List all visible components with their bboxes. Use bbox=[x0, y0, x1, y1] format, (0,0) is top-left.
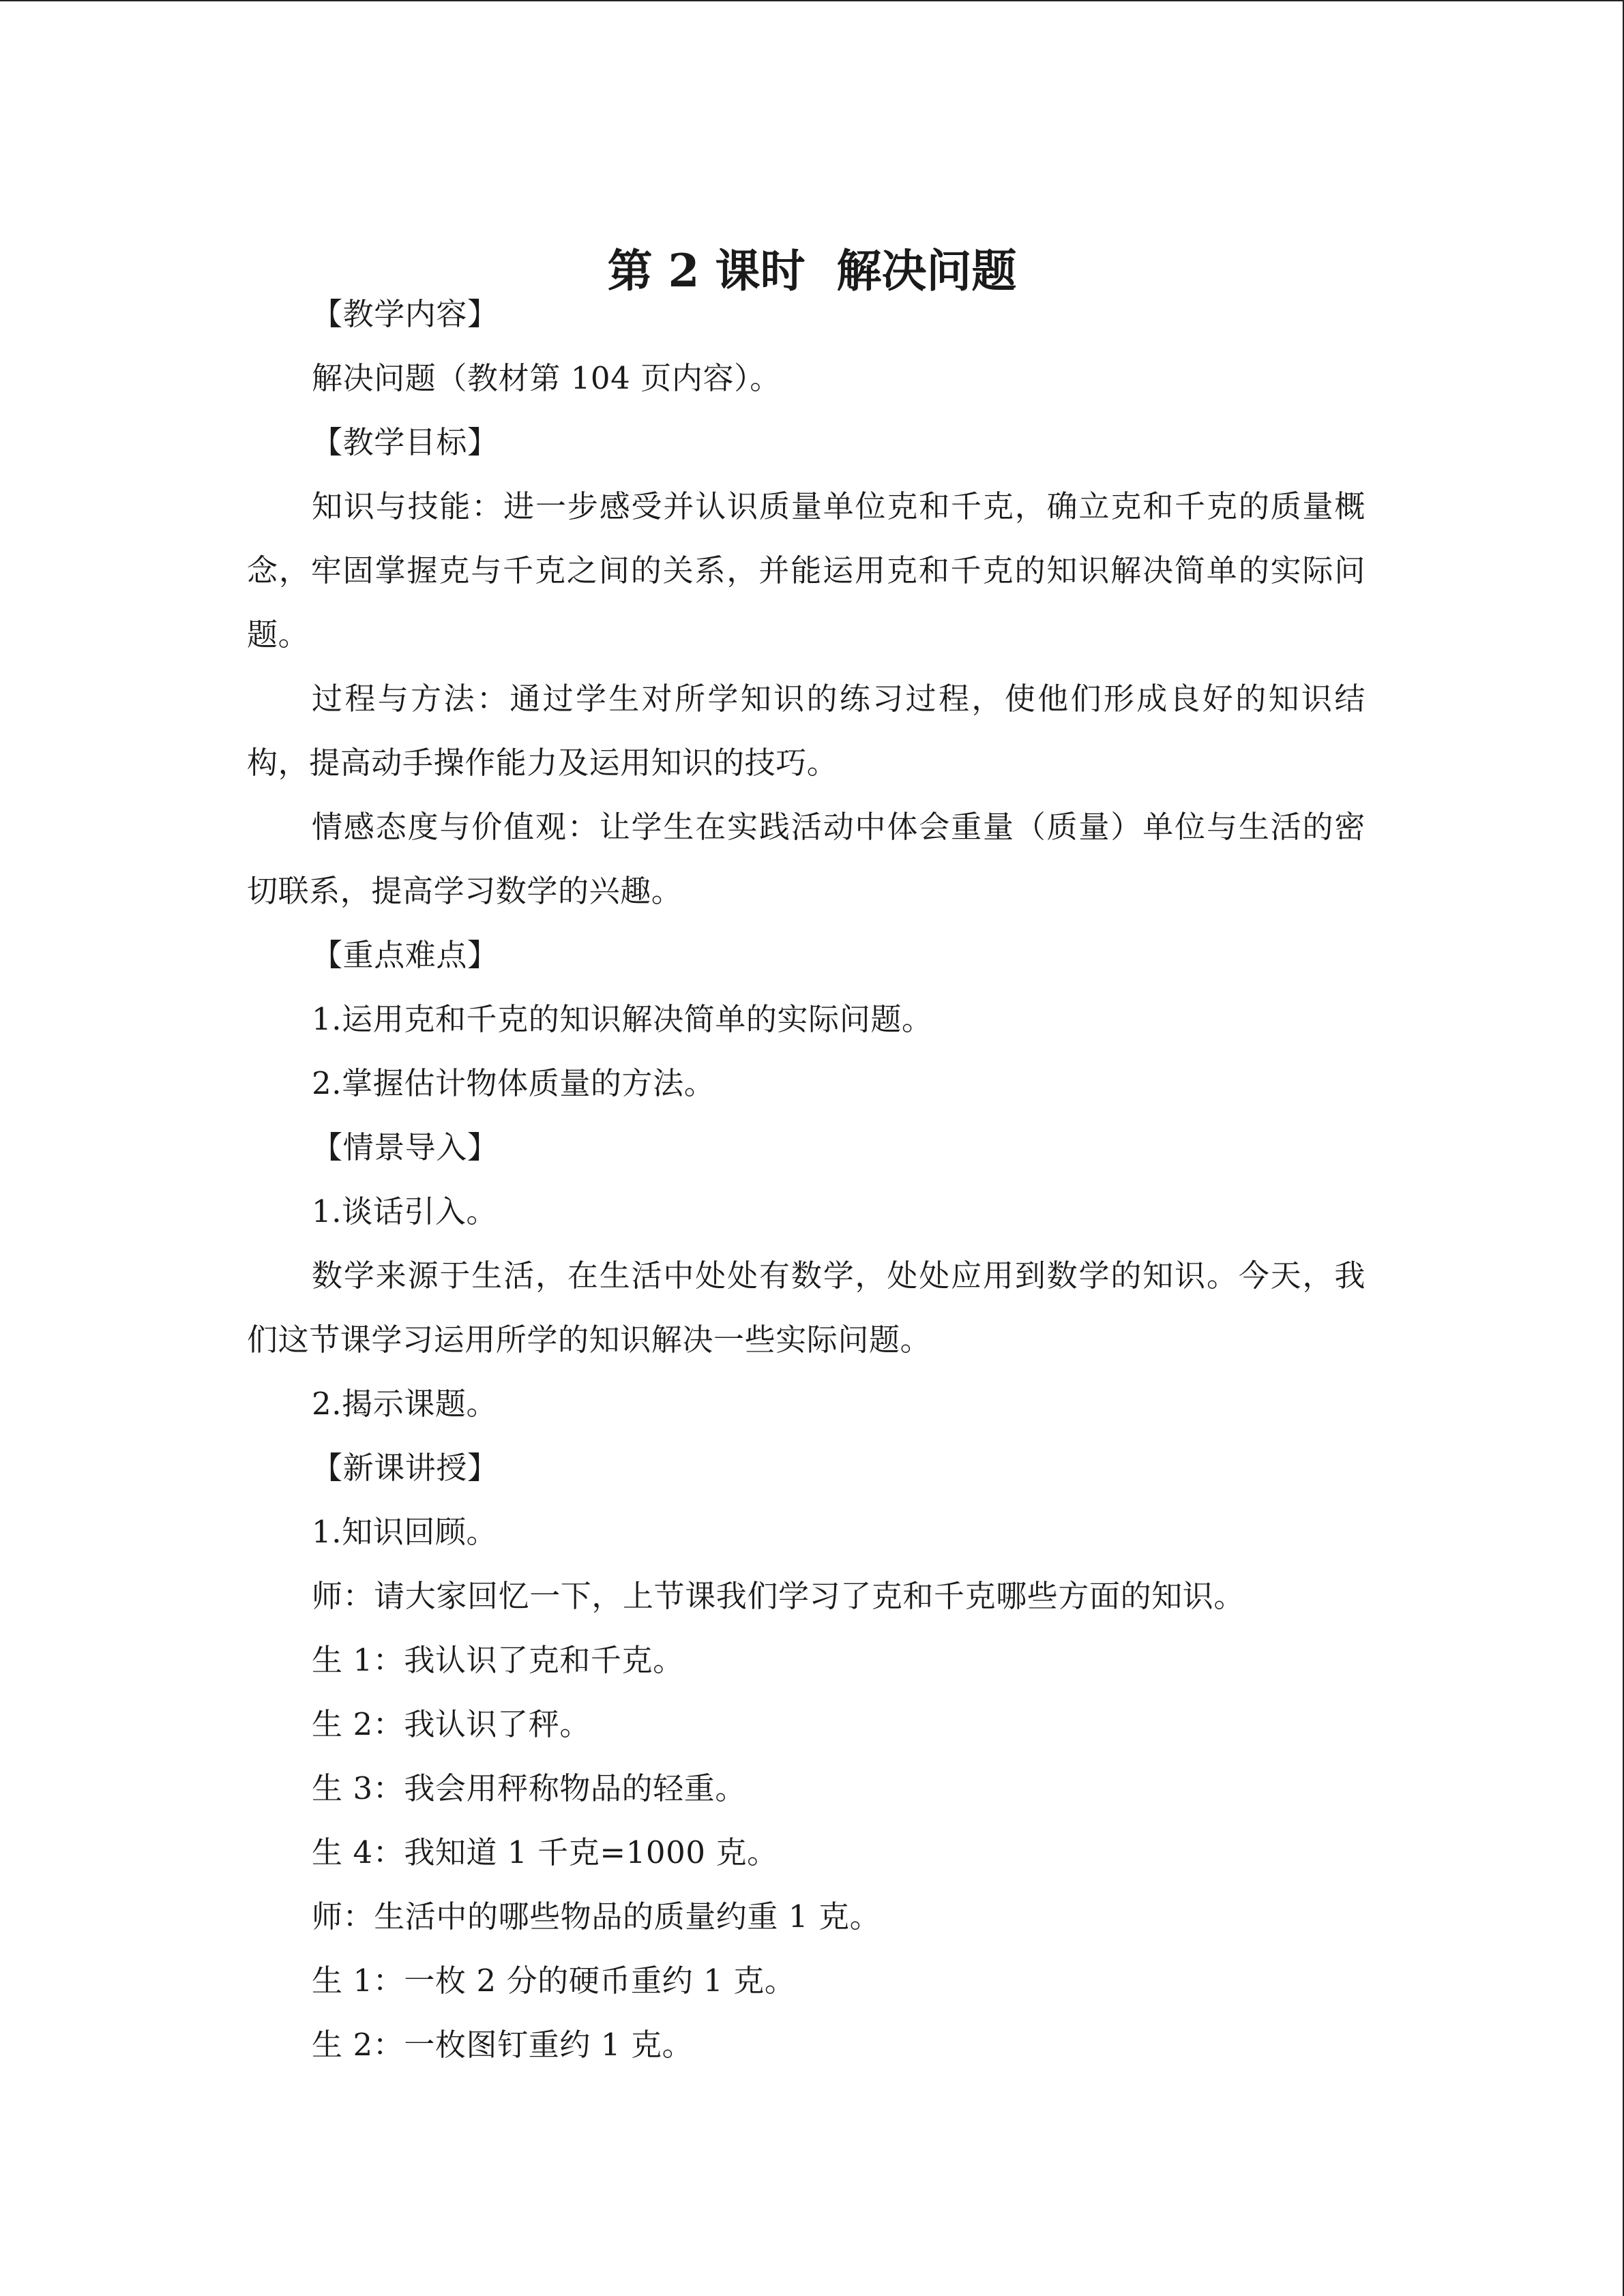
top-border bbox=[0, 0, 1624, 1]
page-title: 第 2 课时 解决问题 bbox=[607, 244, 1017, 298]
paragraph: 数学来源于生活，在生活中处处有数学，处处应用到数学的知识。今天，我们这节课学习运用所学的知识解决一些实际问题。 bbox=[247, 1257, 1365, 1358]
paragraph: 生 1：一枚 2 分的硬币重约 1 克。 bbox=[312, 1963, 796, 1999]
paragraph: 1.知识回顾。 bbox=[312, 1514, 498, 1550]
paragraph: 生 2：一枚图钉重约 1 克。 bbox=[312, 2027, 694, 2063]
section-heading-content: 【教学内容】 bbox=[312, 296, 499, 332]
section-heading-objectives: 【教学目标】 bbox=[312, 424, 499, 460]
paragraph: 师：生活中的哪些物品的质量约重 1 克。 bbox=[312, 1898, 881, 1935]
section-heading-new-lesson: 【新课讲授】 bbox=[312, 1450, 499, 1486]
paragraph: 过程与方法：通过学生对所学知识的练习过程，使他们形成良好的知识结构，提高动手操作能力及运用知识的技巧。 bbox=[247, 681, 1365, 781]
paragraph: 2.掌握估计物体质量的方法。 bbox=[312, 1065, 715, 1101]
paragraph: 生 2：我认识了秤。 bbox=[312, 1706, 591, 1742]
paragraph: 2.揭示课题。 bbox=[312, 1386, 498, 1422]
section-heading-introduction: 【情景导入】 bbox=[312, 1129, 499, 1165]
paragraph: 师：请大家回忆一下，上节课我们学习了克和千克哪些方面的知识。 bbox=[312, 1578, 1245, 1614]
paragraph: 生 4：我知道 1 千克=1000 克。 bbox=[312, 1834, 778, 1870]
paragraph: 知识与技能：进一步感受并认识质量单位克和千克，确立克和千克的质量概念，牢固掌握克与千克之间的关系，并能运用克和千克的知识解决简单的实际问题。 bbox=[247, 488, 1365, 653]
document-body bbox=[247, 282, 1365, 2077]
paragraph: 生 3：我会用秤称物品的轻重。 bbox=[312, 1770, 746, 1806]
section-heading-key-points: 【重点难点】 bbox=[312, 937, 499, 973]
paragraph: 解决问题（教材第 104 页内容）。 bbox=[312, 360, 781, 396]
paragraph: 生 1：我认识了克和千克。 bbox=[312, 1642, 684, 1678]
paragraph: 情感态度与价值观：让学生在实践活动中体会重量（质量）单位与生活的密切联系，提高学习数学的兴趣。 bbox=[247, 809, 1365, 909]
paragraph: 1.运用克和千克的知识解决简单的实际问题。 bbox=[312, 1001, 933, 1037]
paragraph: 1.谈话引入。 bbox=[312, 1193, 498, 1229]
